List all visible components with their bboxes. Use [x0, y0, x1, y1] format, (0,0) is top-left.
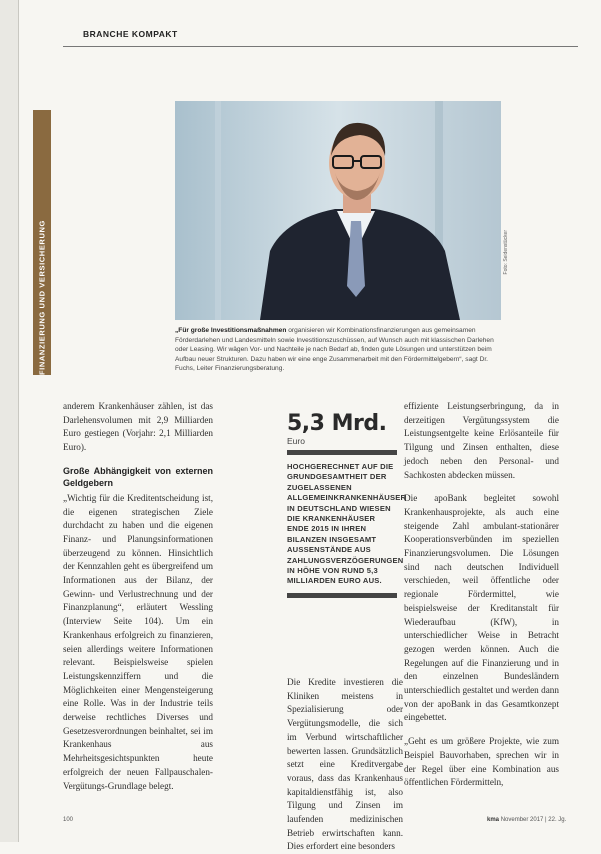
column-1 [63, 400, 213, 793]
subheading: Große Abhängigkeit von externen Geldgebern [63, 465, 213, 488]
caption-text: organisieren wir Kombinationsfinanzierungen aus gemeinsamen Förderdarlehen und Landesmitteln sowie Investitionszuschüssen, auf Wunsch auch mit klassischen Darlehen oder Leasing. Wir wägen Vor- und Nachteile je nach Bedarf ab, finden gute Lösungen und unterstützen beim Aufbau neuer Strukturen. Dazu haben wir eine enge Zusammenarbeit mit den Fördermittelgebern“, sagt Dr. Fuchs, Leiter Finanzierungsberatung. [175, 327, 494, 372]
caption-lead: „Für große Investitionsmaßnahmen [175, 327, 287, 334]
page-number: 100 [63, 817, 74, 823]
magazine-name: kma [487, 817, 500, 823]
issue-info: November 2017 | 22. Jg. [500, 817, 567, 823]
column3-paragraph-3: „Geht es um größere Projekte, wie zum Beispiel Bauvorhaben, sprechen wir in der Regel über eine Kombination aus öffentlichen Fördermitteln, [404, 736, 559, 788]
column3-paragraph-2: Die apoBank begleitet sowohl Krankenhausprojekte, als auch eine steigende Zahl ambulant-stationärer Kooperationsverbünden im speziellen Finanzierungsvolumen. Die Lösungen sind nach deutschen Individuell verschieden, weil öffentliche oder regionale Fördermittel, wie beispielsweise der Kreditanstalt für Wiederaufbau (KfW), in unterschiedlicher Weise in Betracht gezogen werden können. Auch die Regelungen auf die Finanzierung und in den einzelnen Bundesländern unterschiedlich gestaltet und werden dann von der apoBank in das Gesamtkonzept eingebettet. [404, 493, 559, 723]
page-edge [0, 0, 18, 842]
photo-caption [175, 326, 505, 374]
stat-unit: Euro [287, 436, 305, 446]
side-tab-label: FINANZIERUNG UND VERSICHERUNG [37, 220, 47, 375]
column-3 [404, 400, 559, 790]
column1-paragraph-1: anderem Krankenhäuser zählen, ist das Darlehensvolumen mit 2,9 Milliarden Euro gestiegen (Vorjahr: 2,1 Milliarden Euro). [63, 401, 213, 453]
section-label: BRANCHE KOMPAKT [83, 29, 178, 39]
stat-number: 5,3 Mrd. [287, 411, 387, 436]
portrait-illustration [175, 101, 501, 320]
stat-description: HOCHGERECHNET AUF DIE GRUNDGESAMTHEIT DER ZUGELASSENEN ALLGEMEINKRANKENHÄUSER IN DEUTSCHLAND WIESEN DIE KRANKENHÄUSER ENDE 2015 IN IHREN BILANZEN INSGESAMT AUSSENSTÄNDE AUS ZAHLUNGSVERZÖGERUNGEN IN HÖHE VON RUND 5,3 MILLIARDEN EURO AUS. [287, 462, 407, 586]
column3-paragraph-1: effiziente Leistungserbringung, da in derzeitigen Vergütungssystem die Leistungsentgelte keine Erlösanteile für Tilgung und Zinsen enthalten, diese jedoch neben den Personal- und Sachkosten abdecken müssen. [404, 401, 559, 480]
section-header [63, 26, 578, 47]
footer-magazine [487, 817, 566, 823]
stat-box [287, 411, 407, 598]
stat-top-rule [287, 450, 397, 455]
column-2 [287, 676, 403, 854]
stat-bottom-rule [287, 593, 397, 598]
column1-paragraph-2: „Wichtig für die Kreditentscheidung ist, die eigenen strategischen Ziele durchdacht zu haben und die eigenen Finanz- und Planungsinformationen überzeugend zu können. Hinsichtlich der Kennzahlen geht es übergreifend um Informationen aus der Bilanz, der Gewinn- und Verlustrechnung und der Finanzplanung“, erläutert Wessling (Interview Seite 104). Um ein Krankenhaus erfolgreich zu finanzieren, seien allerdings weitere Informationen relevant. Beispielsweise spielen Leistungskennziffern und die Möglichkeiten einer Mengensteigerung eine Rolle. Was in der Industrie teils derweise rechtliches Diverses und Gesetzesverordnungen beinhaltet, sei im Krankenhaus aus Mehrheitsgesichtspunkten heute erfolgreich der neuen Fallpauschalen-Vergütungs-Grundlage belegt. [63, 492, 213, 791]
photo-credit: Foto: Seidenstücker [503, 230, 509, 275]
page-binding-line [18, 0, 19, 842]
portrait-photo [175, 101, 501, 320]
column2-paragraph-1: Die Kredite investieren die Kliniken meistens in Spezialisierung oder Vergütungsmodelle, die sich im Verbund wirtschaftlicher bewerten lassen. Grundsätzlich setzt eine Kreditvergabe voraus, dass das Krankenhaus kapitaldienstfähig ist, also Tilgung und Zinsen im laufenden medizinischen Betrieb erwirtschaften kann. Dies erfordert eine besonders [287, 677, 403, 852]
